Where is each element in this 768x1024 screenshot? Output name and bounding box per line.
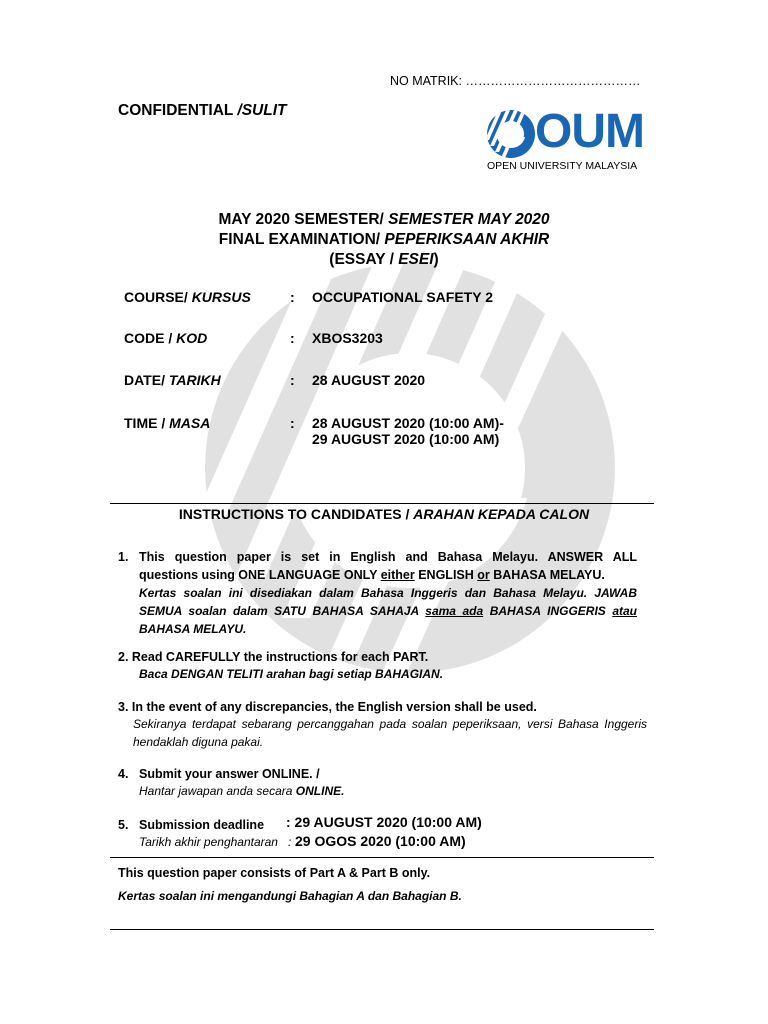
instruction-3-my-line2: hendaklah diguna pakai. <box>133 735 264 749</box>
course-label-my: KURSUS <box>191 289 251 305</box>
i1-en-a: questions using ONE LANGUAGE ONLY <box>139 568 381 582</box>
time-colon: : <box>290 415 295 431</box>
logo-text: OUM <box>535 105 644 158</box>
course-label-en: COURSE/ <box>124 289 192 305</box>
semester-my: SEMESTER MAY 2020 <box>388 211 550 228</box>
instruction-2-my: Baca DENGAN TELITI arahan bagi setiap BAHAGIAN. <box>139 667 444 681</box>
instructions-title <box>0 506 768 522</box>
i1-my-sama: sama ada <box>425 604 484 618</box>
logo-subtitle: OPEN UNIVERSITY MALAYSIA <box>487 160 638 172</box>
i1-en-either: either <box>380 568 415 582</box>
i1-en-c: BAHASA MELAYU. <box>489 568 605 582</box>
i1-en-b: ENGLISH <box>414 568 478 582</box>
submission-deadline-value: : 29 AUGUST 2020 (10:00 AM) <box>286 814 482 830</box>
oum-emblem-icon <box>487 110 535 158</box>
essay-en: (ESSAY / <box>329 251 399 268</box>
instruction-4-my <box>139 782 344 800</box>
instruction-3-my <box>133 715 647 751</box>
instruction-5-number: 5. <box>118 818 129 832</box>
instruction-4-number: 4. <box>118 767 129 781</box>
i1-en-or: or <box>477 568 490 582</box>
instruction-3-en: 3. In the event of any discrepancies, the English version shall be used. <box>118 700 537 714</box>
footer-en: This question paper consists of Part A & Part B only. <box>118 866 431 880</box>
course-label <box>124 289 251 305</box>
tarikh-akhir-label: Tarikh akhir penghantaran <box>139 835 278 849</box>
confidential-my: /SULIT <box>237 102 287 119</box>
instruction-1-my-line1: Kertas soalan ini disediakan dalam Bahasa Inggeris dan Bahasa Melayu. JAWAB <box>139 586 637 600</box>
divider-middle <box>110 857 654 858</box>
date-label <box>124 372 221 388</box>
instruction-1-my-line3: BAHASA MELAYU. <box>139 622 247 636</box>
semester-title <box>0 211 768 229</box>
code-label-my: KOD <box>176 330 208 346</box>
i1-my-b: BAHASA INGGERIS <box>483 604 613 618</box>
code-value: XBOS3203 <box>312 330 383 346</box>
instruction-1-number: 1. <box>118 550 129 564</box>
time-label-en: TIME / <box>124 415 170 431</box>
instruction-1-en-line2 <box>139 566 637 584</box>
footer-my: Kertas soalan ini mengandungi Bahagian A dan Bahagian B. <box>118 889 462 903</box>
code-label <box>124 330 207 346</box>
confidential-en: CONFIDENTIAL <box>118 102 238 119</box>
time-label-my: MASA <box>169 415 211 431</box>
exam-en: FINAL EXAMINATION/ <box>218 231 385 248</box>
instructions-title-my: ARAHAN KEPADA CALON <box>413 506 590 522</box>
oum-logo <box>487 105 647 178</box>
instruction-3-my-line1: Sekiranya terdapat sebarang percanggahan pada soalan peperiksaan, versi Bahasa Inggeris <box>133 717 647 731</box>
essay-my: ESEI <box>398 251 434 268</box>
code-colon: : <box>290 330 295 346</box>
essay-close: ) <box>433 251 439 268</box>
date-label-en: DATE/ <box>124 372 169 388</box>
time-value-2: 29 AUGUST 2020 (10:00 AM) <box>312 431 500 447</box>
essay-title <box>0 251 768 269</box>
time-value-1: 28 AUGUST 2020 (10:00 AM)- <box>312 415 504 431</box>
instruction-1 <box>139 548 637 638</box>
i1-my-a: SEMUA soalan dalam SATU BAHASA SAHAJA <box>139 604 426 618</box>
tarikh-akhir-value: 29 OGOS 2020 (10:00 AM) <box>295 833 466 849</box>
code-label-en: CODE / <box>124 330 177 346</box>
submission-deadline-label: Submission deadline <box>139 818 265 832</box>
tarikh-akhir-colon: : <box>288 835 292 849</box>
exam-title <box>0 231 768 249</box>
instruction-4-en: Submit your answer ONLINE. / <box>139 767 320 781</box>
instructions-title-en: INSTRUCTIONS TO CANDIDATES / <box>178 506 414 522</box>
date-label-my: TARIKH <box>168 372 221 388</box>
date-value: 28 AUGUST 2020 <box>312 372 426 388</box>
i4-my-b: ONLINE. <box>295 784 345 798</box>
course-value: OCCUPATIONAL SAFETY 2 <box>312 289 493 305</box>
i4-my-a: Hantar jawapan anda secara <box>139 784 296 798</box>
instruction-1-my-line2 <box>139 602 637 620</box>
instruction-1-en-line1: This question paper is set in English and Bahasa Melayu. ANSWER ALL <box>139 550 637 564</box>
divider-top <box>110 503 654 504</box>
instruction-2-en: 2. Read CAREFULLY the instructions for each PART. <box>118 650 429 664</box>
time-label <box>124 415 210 431</box>
i1-my-atau: atau <box>612 604 637 618</box>
exam-my: PEPERIKSAAN AKHIR <box>384 231 550 248</box>
semester-en: MAY 2020 SEMESTER/ <box>218 211 389 228</box>
no-matrik-field: NO MATRIK: …………………………………… <box>390 74 641 88</box>
date-colon: : <box>290 372 295 388</box>
divider-bottom <box>110 929 654 930</box>
confidential-label <box>118 102 287 120</box>
course-colon: : <box>290 289 295 305</box>
